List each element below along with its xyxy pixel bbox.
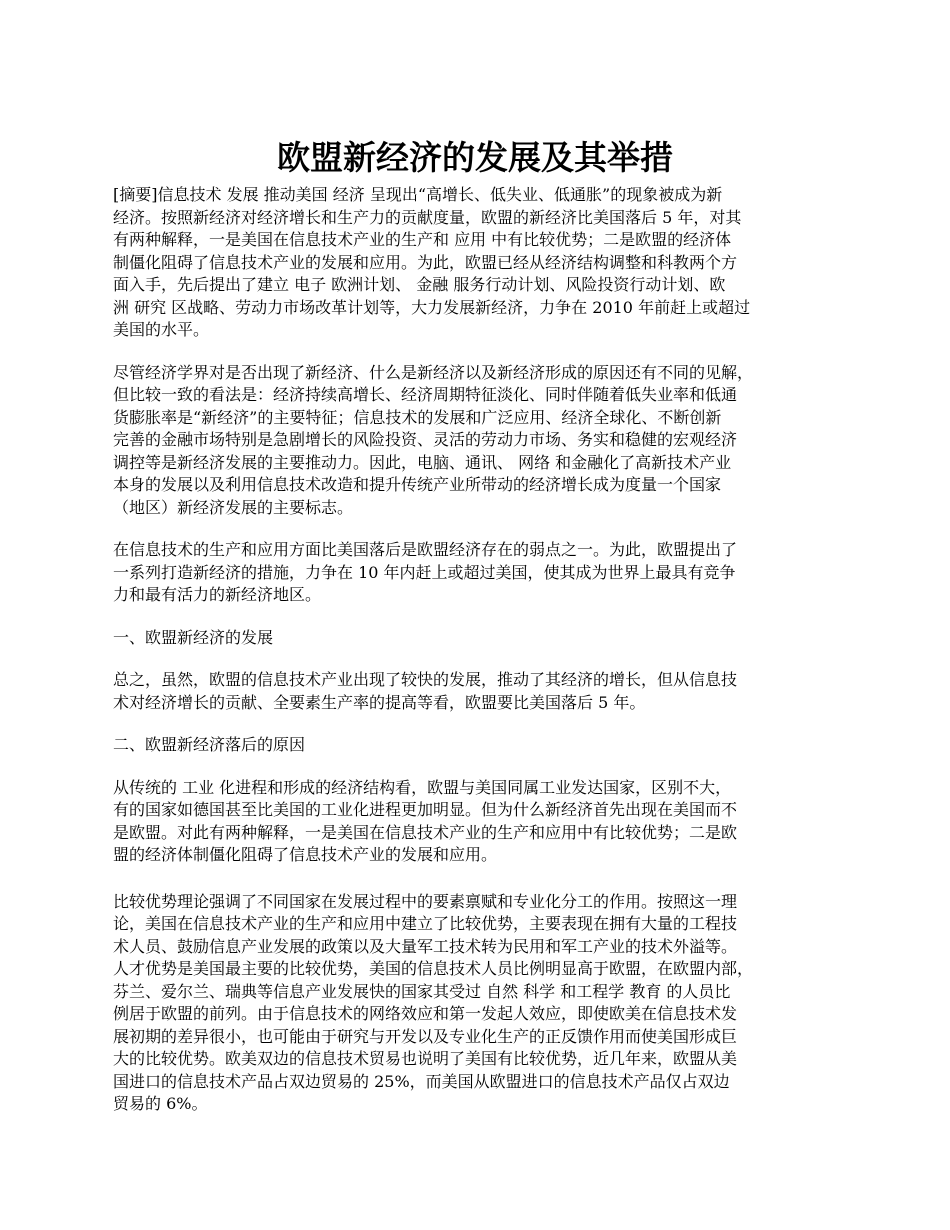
text-line: 力和最有活力的新经济地区。 <box>113 585 322 604</box>
text-line: 例居于欧盟的前列。由于信息技术的网络效应和第一发起人效应，即使欧美在信息技术发 <box>113 1004 738 1023</box>
body-paragraph <box>113 539 853 607</box>
text-line: 本身的发展以及利用信息技术改造和提升传统产业所带动的经济增长成为度量一个国家 <box>113 475 722 494</box>
text-line: 国进口的信息技术产品占双边贸易的 25%，而美国从欧盟进口的信息技术产品仅占双边 <box>113 1071 730 1091</box>
text-line: 完善的金融市场特别是急剧增长的风险投资、灵活的劳动力市场、务实和稳健的宏观经济 <box>113 430 738 449</box>
section-heading-text: 一、欧盟新经济的发展 <box>113 627 274 647</box>
text-line: 有的国家如德国甚至比美国的工业化进程更加明显。但为什么新经济首先出现在美国而不 <box>113 800 738 819</box>
text-line: 在信息技术的生产和应用方面比美国落后是欧盟经济存在的弱点之一。为此，欧盟提出了 <box>113 540 738 559</box>
document-title: 欧盟新经济的发展及其举措 <box>277 138 673 178</box>
text-line: 盟的经济体制僵化阻碍了信息技术产业的发展和应用。 <box>113 845 498 864</box>
text-line: 人才优势是美国最主要的比较优势，美国的信息技术人员比例明显高于欧盟，在欧盟内部， <box>113 959 754 978</box>
text-line: 术对经济增长的贡献、全要素生产率的提高等看，欧盟要比美国落后 5 年。 <box>113 692 646 712</box>
text-line: 比较优势理论强调了不同国家在发展过程中的要素禀赋和专业化分工的作用。按照这一理 <box>113 891 738 911</box>
body-paragraph <box>113 669 853 714</box>
body-paragraph <box>113 362 853 520</box>
text-line: 总之，虽然，欧盟的信息技术产业出现了较快的发展，推动了其经济的增长，但从信息技 <box>113 670 738 689</box>
text-line: 但比较一致的看法是：经济持续高增长、经济周期特征淡化、同时伴随着低失业率和低通 <box>113 385 738 404</box>
body-paragraph <box>113 777 853 867</box>
text-line: 贸易的 6%。 <box>113 1094 208 1113</box>
text-line: 经济。按照新经济对经济增长和生产力的贡献度量，欧盟的新经济比美国落后 5 年，对其 <box>113 207 742 227</box>
text-line: 面入手，先后提出了建立 电子 欧洲计划、 金融 服务行动计划、风险投资行动计划、欧 <box>113 275 726 294</box>
text-line: 尽管经济学界对是否出现了新经济、什么是新经济以及新经济形成的原因还有不同的见解， <box>113 362 754 382</box>
text-line: 一系列打造新经济的措施，力争在 10 年内赶上或超过美国，使其成为世界上最具有竞争 <box>113 562 736 582</box>
text-line: 制僵化阻碍了信息技术产业的发展和应用。为此，欧盟已经从经济结构调整和科教两个方 <box>113 252 738 272</box>
text-line: 芬兰、爱尔兰、瑞典等信息产业发展快的国家其受过 自然 科学 和工程学 教育 的人员比 <box>113 981 731 1001</box>
document-body <box>113 184 853 1130</box>
text-line: 洲 研究 区战略、劳动力市场改革计划等，大力发展新经济，力争在 2010 年前赶上或超过 <box>113 297 751 317</box>
section-heading <box>113 734 853 757</box>
text-line: 从传统的 工业 化进程和形成的经济结构看，欧盟与美国同属工业发达国家，区别不大， <box>113 777 732 797</box>
body-paragraph <box>113 891 853 1116</box>
text-line: 论，美国在信息技术产业的生产和应用中建立了比较优势，主要表现在拥有大量的工程技 <box>113 914 738 933</box>
text-line: 货膨胀率是“新经济”的主要特征；信息技术的发展和广泛应用、经济全球化、不断创新 <box>113 407 722 427</box>
abstract-paragraph <box>113 184 853 342</box>
section-heading <box>113 627 853 650</box>
text-line: 是欧盟。对此有两种解释，一是美国在信息技术产业的生产和应用中有比较优势；二是欧 <box>113 822 738 842</box>
text-line: [摘要]信息技术 发展 推动美国 经济 呈现出“高增长、低失业、低通胀”的现象被成为新 <box>113 185 723 204</box>
text-line: （地区）新经济发展的主要标志。 <box>113 497 354 517</box>
text-line: 有两种解释，一是美国在信息技术产业的生产和 应用 中有比较优势；二是欧盟的经济体 <box>113 230 732 249</box>
text-line: 调控等是新经济发展的主要推动力。因此，电脑、通讯、 网络 和金融化了高新技术产业 <box>113 452 732 472</box>
text-line: 展初期的差异很小，也可能由于研究与开发以及专业化生产的正反馈作用而使美国形成巨 <box>113 1026 738 1046</box>
section-heading-text: 二、欧盟新经济落后的原因 <box>113 735 306 754</box>
text-line: 大的比较优势。欧美双边的信息技术贸易也说明了美国有比较优势，近几年来，欧盟从美 <box>113 1049 738 1068</box>
text-line: 美国的水平。 <box>113 320 210 339</box>
text-line: 术人员、鼓励信息产业发展的政策以及大量军工技术转为民用和军工产业的技术外溢等。 <box>113 936 738 956</box>
